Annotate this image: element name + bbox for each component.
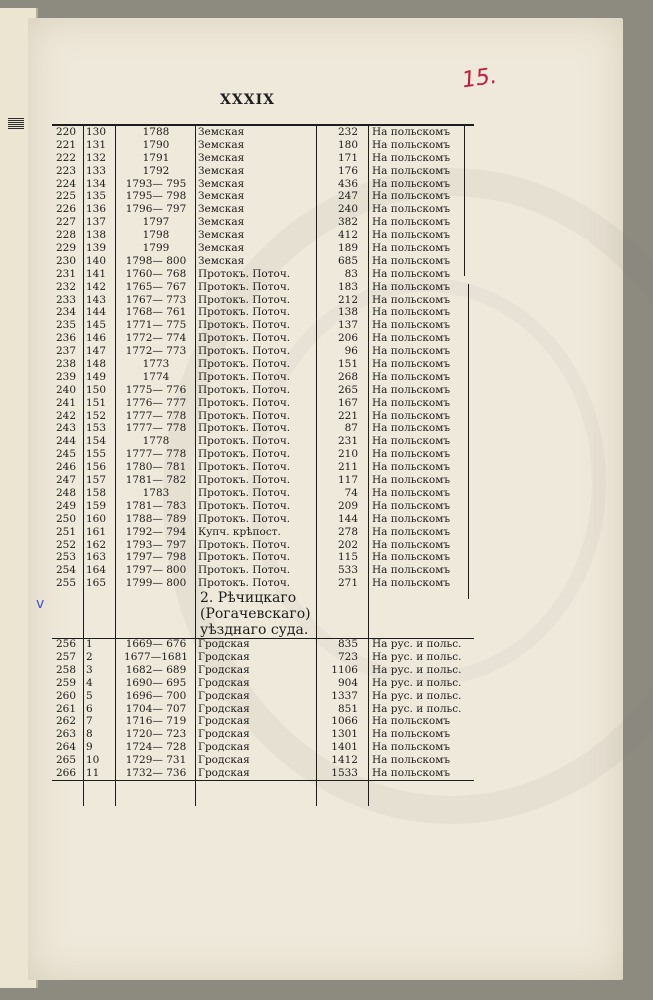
register-number-cell: 232 — [56, 280, 77, 293]
language-cell: На польскомъ — [372, 138, 451, 151]
item-number-cell: 145 — [86, 319, 107, 332]
language-cell: На польскомъ — [372, 306, 451, 319]
register-number-cell: 259 — [56, 676, 77, 689]
sheet-count-cell: 268 — [337, 370, 358, 383]
record-type-cell: Протокъ. Поточ. — [198, 422, 291, 435]
item-number-cell: 164 — [86, 564, 107, 577]
register-number-cell: 251 — [56, 525, 77, 538]
sheet-count-cell: 210 — [337, 448, 358, 461]
record-type-cell: Протокъ. Поточ. — [198, 551, 291, 564]
item-number-cell: 139 — [86, 242, 107, 255]
sheet-count-cell: 247 — [337, 190, 358, 203]
record-type-cell: Протокъ. Поточ. — [198, 396, 291, 409]
register-number-cell: 246 — [56, 461, 77, 474]
record-type-cell: Протокъ. Поточ. — [198, 358, 291, 371]
sheet-count-cell: 209 — [337, 499, 358, 512]
sheet-count-cell: 171 — [337, 151, 358, 164]
item-number-cell: 149 — [86, 370, 107, 383]
record-type-cell: Земская — [198, 203, 245, 216]
years-cell: 1720— 723 — [125, 728, 187, 741]
item-number-cell: 143 — [86, 293, 107, 306]
register-number-cell: 222 — [56, 151, 77, 164]
sheet-count-cell: 1401 — [331, 741, 358, 754]
years-cell: 1732— 736 — [125, 766, 187, 779]
record-type-cell: Протокъ. Поточ. — [198, 461, 291, 474]
sheet-count-cell: 83 — [344, 267, 358, 280]
record-type-cell: Протокъ. Поточ. — [198, 306, 291, 319]
register-number-cell: 261 — [56, 702, 77, 715]
register-number-cell: 249 — [56, 499, 77, 512]
language-cell: На польскомъ — [372, 203, 451, 216]
years-cell: 1799— 800 — [125, 577, 187, 590]
years-cell: 1696— 700 — [125, 689, 187, 702]
record-type-cell: Протокъ. Поточ. — [198, 435, 291, 448]
language-cell: На польскомъ — [372, 486, 451, 499]
register-number-cell: 228 — [56, 229, 77, 242]
item-number-cell: 135 — [86, 190, 107, 203]
language-cell: На рус. и польс. — [372, 676, 462, 689]
item-number-cell: 8 — [86, 728, 93, 741]
register-number-cell: 263 — [56, 728, 77, 741]
column-divider-middle — [468, 284, 469, 599]
register-number-cell: 266 — [56, 766, 77, 779]
item-number-cell: 5 — [86, 689, 93, 702]
register-number-cell: 235 — [56, 319, 77, 332]
years-cell: 1796— 797 — [125, 203, 187, 216]
sheet-count-cell: 151 — [337, 358, 358, 371]
language-cell: На польскомъ — [372, 538, 451, 551]
item-number-cell: 156 — [86, 461, 107, 474]
years-cell: 1776— 777 — [125, 396, 187, 409]
language-cell: На польскомъ — [372, 577, 451, 590]
years-cell: 1768— 761 — [125, 306, 187, 319]
sheet-count-cell: 189 — [337, 242, 358, 255]
language-cell: На польскомъ — [372, 267, 451, 280]
item-number-cell: 158 — [86, 486, 107, 499]
item-number-cell: 159 — [86, 499, 107, 512]
sheet-count-cell: 231 — [337, 435, 358, 448]
sheet-count-cell: 412 — [337, 229, 358, 242]
years-cell: 1690— 695 — [125, 676, 187, 689]
record-type-cell: Протокъ. Поточ. — [198, 512, 291, 525]
years-cell: 1765— 767 — [125, 280, 187, 293]
item-number-cell: 1 — [86, 638, 93, 651]
column-divider-upper — [464, 126, 465, 276]
register-number-cell: 265 — [56, 754, 77, 767]
item-number-cell: 132 — [86, 151, 107, 164]
language-cell: На польскомъ — [372, 177, 451, 190]
item-number-cell: 148 — [86, 358, 107, 371]
item-number-cell: 163 — [86, 551, 107, 564]
language-cell: На польскомъ — [372, 151, 451, 164]
years-cell: 1716— 719 — [125, 715, 187, 728]
sheet-count-cell: 271 — [337, 577, 358, 590]
years-cell: 1792— 794 — [125, 525, 187, 538]
item-number-cell: 2 — [86, 650, 93, 663]
item-number-cell: 130 — [86, 126, 107, 138]
register-number-cell: 248 — [56, 486, 77, 499]
register-number-cell: 264 — [56, 741, 77, 754]
language-cell: На рус. и польс. — [372, 702, 462, 715]
sheet-count-cell: 87 — [344, 422, 358, 435]
years-cell: 1704— 707 — [125, 702, 187, 715]
register-number-cell: 260 — [56, 689, 77, 702]
pencil-page-note: 15. — [460, 63, 499, 94]
column-divider — [195, 126, 196, 806]
record-type-cell: Гродская — [198, 676, 250, 689]
item-number-cell: 160 — [86, 512, 107, 525]
sheet-count-cell: 115 — [337, 551, 358, 564]
item-number-cell: 162 — [86, 538, 107, 551]
register-number-cell: 258 — [56, 663, 77, 676]
record-type-cell: Земская — [198, 126, 245, 138]
register-number-cell: 243 — [56, 422, 77, 435]
register-number-cell: 238 — [56, 358, 77, 371]
record-type-cell: Протокъ. Поточ. — [198, 293, 291, 306]
item-number-cell: 9 — [86, 741, 93, 754]
sheet-count-cell: 180 — [337, 138, 358, 151]
record-type-cell: Протокъ. Поточ. — [198, 280, 291, 293]
language-cell: На рус. и польс. — [372, 689, 462, 702]
register-number-cell: 224 — [56, 177, 77, 190]
language-cell: На польскомъ — [372, 280, 451, 293]
language-cell: На польскомъ — [372, 474, 451, 487]
sheet-count-cell: 212 — [337, 293, 358, 306]
language-cell: На польскомъ — [372, 435, 451, 448]
register-number-cell: 225 — [56, 190, 77, 203]
register-number-cell: 237 — [56, 345, 77, 358]
language-cell: На польскомъ — [372, 525, 451, 538]
years-cell: 1781— 783 — [125, 499, 187, 512]
sheet-count-cell: 265 — [337, 383, 358, 396]
item-number-cell: 165 — [86, 577, 107, 590]
item-number-cell: 138 — [86, 229, 107, 242]
sheet-count-cell: 1066 — [331, 715, 358, 728]
record-type-cell: Земская — [198, 151, 245, 164]
sheet-count-cell: 183 — [337, 280, 358, 293]
item-number-cell: 141 — [86, 267, 107, 280]
years-cell: 1797 — [142, 216, 170, 229]
register-number-cell: 257 — [56, 650, 77, 663]
item-number-cell: 131 — [86, 138, 107, 151]
record-type-cell: Земская — [198, 190, 245, 203]
register-number-cell: 250 — [56, 512, 77, 525]
language-cell: На польскомъ — [372, 715, 451, 728]
item-number-cell: 150 — [86, 383, 107, 396]
archive-inventory-table — [52, 124, 474, 781]
years-cell: 1797— 798 — [125, 551, 187, 564]
register-number-cell: 255 — [56, 577, 77, 590]
column-divider — [83, 126, 84, 806]
sheet-count-cell: 1337 — [331, 689, 358, 702]
sheet-count-cell: 221 — [337, 409, 358, 422]
language-cell: На польскомъ — [372, 358, 451, 371]
record-type-cell: Протокъ. Поточ. — [198, 538, 291, 551]
record-type-cell: Протокъ. Поточ. — [198, 319, 291, 332]
sheet-count-cell: 278 — [337, 525, 358, 538]
language-cell: На рус. и польс. — [372, 638, 462, 651]
record-type-cell: Протокъ. Поточ. — [198, 499, 291, 512]
register-number-cell: 221 — [56, 138, 77, 151]
record-type-cell: Земская — [198, 254, 245, 267]
check-mark: v — [36, 596, 45, 612]
language-cell: На польскомъ — [372, 409, 451, 422]
years-cell: 1677—1681 — [124, 650, 188, 663]
register-number-cell: 234 — [56, 306, 77, 319]
sheet-count-cell: 685 — [337, 254, 358, 267]
register-number-cell: 242 — [56, 409, 77, 422]
column-divider — [368, 126, 369, 806]
years-cell: 1772— 774 — [125, 332, 187, 345]
language-cell: На польскомъ — [372, 332, 451, 345]
record-type-cell: Гродская — [198, 663, 250, 676]
years-cell: 1793— 795 — [125, 177, 187, 190]
section-heading-line: 2. Рѣчицкаго — [200, 590, 297, 607]
item-number-cell: 137 — [86, 216, 107, 229]
years-cell: 1778 — [142, 435, 170, 448]
register-number-cell: 233 — [56, 293, 77, 306]
language-cell: На польскомъ — [372, 448, 451, 461]
record-type-cell: Земская — [198, 177, 245, 190]
sheet-count-cell: 137 — [337, 319, 358, 332]
item-number-cell: 6 — [86, 702, 93, 715]
register-number-cell: 223 — [56, 164, 77, 177]
register-number-cell: 245 — [56, 448, 77, 461]
sheet-count-cell: 176 — [337, 164, 358, 177]
record-type-cell: Земская — [198, 138, 245, 151]
language-cell: На рус. и польс. — [372, 663, 462, 676]
item-number-cell: 133 — [86, 164, 107, 177]
language-cell: На польскомъ — [372, 319, 451, 332]
years-cell: 1760— 768 — [125, 267, 187, 280]
item-number-cell: 155 — [86, 448, 107, 461]
years-cell: 1790 — [142, 138, 170, 151]
item-number-cell: 3 — [86, 663, 93, 676]
language-cell: На польскомъ — [372, 242, 451, 255]
sheet-count-cell: 382 — [337, 216, 358, 229]
years-cell: 1772— 773 — [125, 345, 187, 358]
language-cell: На польскомъ — [372, 345, 451, 358]
record-type-cell: Гродская — [198, 702, 250, 715]
years-cell: 1795— 798 — [125, 190, 187, 203]
years-cell: 1777— 778 — [125, 422, 187, 435]
register-number-cell: 230 — [56, 254, 77, 267]
language-cell: На польскомъ — [372, 754, 451, 767]
register-number-cell: 231 — [56, 267, 77, 280]
years-cell: 1798— 800 — [125, 254, 187, 267]
record-type-cell: Протокъ. Поточ. — [198, 474, 291, 487]
record-type-cell: Протокъ. Поточ. — [198, 577, 291, 590]
item-number-cell: 136 — [86, 203, 107, 216]
register-number-cell: 244 — [56, 435, 77, 448]
language-cell: На польскомъ — [372, 512, 451, 525]
sheet-count-cell: 202 — [337, 538, 358, 551]
years-cell: 1781— 782 — [125, 474, 187, 487]
language-cell: На польскомъ — [372, 126, 451, 138]
register-number-cell: 226 — [56, 203, 77, 216]
record-type-cell: Земская — [198, 229, 245, 242]
language-cell: На польскомъ — [372, 383, 451, 396]
language-cell: На польскомъ — [372, 741, 451, 754]
language-cell: На польскомъ — [372, 229, 451, 242]
record-type-cell: Гродская — [198, 638, 250, 651]
register-number-cell: 254 — [56, 564, 77, 577]
sheet-count-cell: 74 — [344, 486, 358, 499]
years-cell: 1783 — [142, 486, 170, 499]
record-type-cell: Протокъ. Поточ. — [198, 486, 291, 499]
language-cell: На польскомъ — [372, 728, 451, 741]
item-number-cell: 140 — [86, 254, 107, 267]
sheet-count-cell: 1412 — [331, 754, 358, 767]
years-cell: 1682— 689 — [125, 663, 187, 676]
years-cell: 1724— 728 — [125, 741, 187, 754]
sheet-count-cell: 167 — [337, 396, 358, 409]
sheet-count-cell: 240 — [337, 203, 358, 216]
item-number-cell: 151 — [86, 396, 107, 409]
years-cell: 1767— 773 — [125, 293, 187, 306]
item-number-cell: 153 — [86, 422, 107, 435]
years-cell: 1798 — [142, 229, 170, 242]
years-cell: 1793— 797 — [125, 538, 187, 551]
item-number-cell: 134 — [86, 177, 107, 190]
sheet-count-cell: 1106 — [331, 663, 358, 676]
record-type-cell: Протокъ. Поточ. — [198, 370, 291, 383]
sheet-count-cell: 211 — [337, 461, 358, 474]
register-number-cell: 239 — [56, 370, 77, 383]
years-cell: 1777— 778 — [125, 448, 187, 461]
item-number-cell: 11 — [86, 766, 100, 779]
sheet-count-cell: 851 — [337, 702, 358, 715]
column-divider — [115, 126, 116, 806]
language-cell: На рус. и польс. — [372, 650, 462, 663]
record-type-cell: Гродская — [198, 728, 250, 741]
item-number-cell: 157 — [86, 474, 107, 487]
sheet-count-cell: 138 — [337, 306, 358, 319]
register-number-cell: 220 — [56, 126, 77, 138]
record-type-cell: Протокъ. Поточ. — [198, 267, 291, 280]
years-cell: 1792 — [142, 164, 170, 177]
record-type-cell: Гродская — [198, 715, 250, 728]
register-number-cell: 256 — [56, 638, 77, 651]
column-divider — [316, 126, 317, 806]
language-cell: На польскомъ — [372, 396, 451, 409]
register-number-cell: 240 — [56, 383, 77, 396]
section-heading-line: (Рогачевскаго) — [200, 606, 311, 623]
record-type-cell: Гродская — [198, 754, 250, 767]
language-cell: На польскомъ — [372, 564, 451, 577]
sheet-count-cell: 904 — [337, 676, 358, 689]
item-number-cell: 161 — [86, 525, 107, 538]
register-number-cell: 227 — [56, 216, 77, 229]
sheet-count-cell: 1301 — [331, 728, 358, 741]
item-number-cell: 152 — [86, 409, 107, 422]
years-cell: 1797— 800 — [125, 564, 187, 577]
years-cell: 1729— 731 — [125, 754, 187, 767]
sheet-count-cell: 96 — [344, 345, 358, 358]
item-number-cell: 10 — [86, 754, 100, 767]
language-cell: На польскомъ — [372, 293, 451, 306]
sheet-count-cell: 1533 — [331, 766, 358, 779]
sheet-count-cell: 117 — [337, 474, 358, 487]
language-cell: На польскомъ — [372, 164, 451, 177]
sheet-count-cell: 436 — [337, 177, 358, 190]
years-cell: 1771— 775 — [125, 319, 187, 332]
sheet-count-cell: 723 — [337, 650, 358, 663]
record-type-cell: Протокъ. Поточ. — [198, 383, 291, 396]
item-number-cell: 154 — [86, 435, 107, 448]
language-cell: На польскомъ — [372, 766, 451, 779]
years-cell: 1780— 781 — [125, 461, 187, 474]
record-type-cell: Протокъ. Поточ. — [198, 345, 291, 358]
years-cell: 1774 — [142, 370, 170, 383]
record-type-cell: Гродская — [198, 766, 250, 779]
language-cell: На польскомъ — [372, 254, 451, 267]
item-number-cell: 147 — [86, 345, 107, 358]
language-cell: На польскомъ — [372, 499, 451, 512]
record-type-cell: Гродская — [198, 650, 250, 663]
record-type-cell: Протокъ. Поточ. — [198, 564, 291, 577]
record-type-cell: Гродская — [198, 741, 250, 754]
section-heading-line: уѣзднаго суда. — [200, 622, 309, 639]
record-type-cell: Протокъ. Поточ. — [198, 409, 291, 422]
language-cell: На польскомъ — [372, 190, 451, 203]
sheet-count-cell: 206 — [337, 332, 358, 345]
record-type-cell: Земская — [198, 216, 245, 229]
item-number-cell: 7 — [86, 715, 93, 728]
years-cell: 1773 — [142, 358, 170, 371]
register-number-cell: 262 — [56, 715, 77, 728]
sheet-count-cell: 533 — [337, 564, 358, 577]
record-type-cell: Протокъ. Поточ. — [198, 332, 291, 345]
sheet-count-cell: 835 — [337, 638, 358, 651]
item-number-cell: 4 — [86, 676, 93, 689]
record-type-cell: Земская — [198, 164, 245, 177]
years-cell: 1775— 776 — [125, 383, 187, 396]
register-number-cell: 229 — [56, 242, 77, 255]
item-number-cell: 146 — [86, 332, 107, 345]
item-number-cell: 144 — [86, 306, 107, 319]
years-cell: 1788 — [142, 126, 170, 138]
record-type-cell: Протокъ. Поточ. — [198, 448, 291, 461]
years-cell: 1791 — [142, 151, 170, 164]
sheet-count-cell: 144 — [337, 512, 358, 525]
years-cell: 1777— 778 — [125, 409, 187, 422]
sheet-count-cell: 232 — [337, 126, 358, 138]
register-number-cell: 252 — [56, 538, 77, 551]
register-number-cell: 241 — [56, 396, 77, 409]
language-cell: На польскомъ — [372, 551, 451, 564]
years-cell: 1788— 789 — [125, 512, 187, 525]
language-cell: На польскомъ — [372, 422, 451, 435]
page-number: XXXIX — [220, 92, 275, 108]
years-cell: 1799 — [142, 242, 170, 255]
item-number-cell: 142 — [86, 280, 107, 293]
register-number-cell: 247 — [56, 474, 77, 487]
language-cell: На польскомъ — [372, 216, 451, 229]
language-cell: На польскомъ — [372, 370, 451, 383]
record-type-cell: Земская — [198, 242, 245, 255]
language-cell: На польскомъ — [372, 461, 451, 474]
years-cell: 1669— 676 — [125, 638, 187, 651]
record-type-cell: Гродская — [198, 689, 250, 702]
register-number-cell: 236 — [56, 332, 77, 345]
register-number-cell: 253 — [56, 551, 77, 564]
record-type-cell: Купч. крѣпост. — [198, 525, 281, 538]
